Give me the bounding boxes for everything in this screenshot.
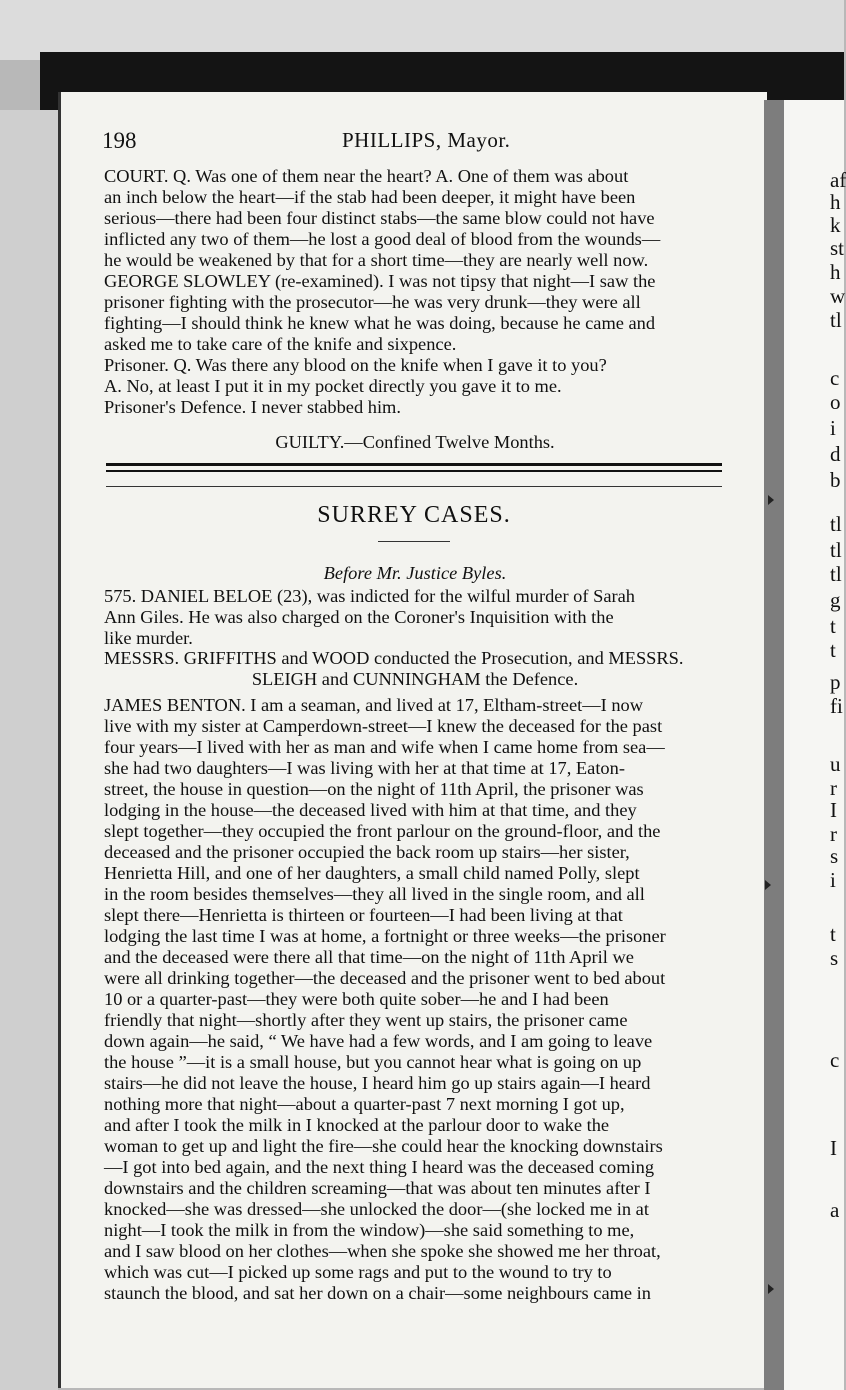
text-line: which was cut—I picked up some rags and put to the wound to try to xyxy=(104,1262,612,1282)
adjacent-page-fragment: I xyxy=(830,1136,837,1160)
adjacent-page-fragment: i xyxy=(830,868,836,892)
adjacent-page-fragment: i xyxy=(830,416,836,440)
text-line: Henrietta Hill, and one of her daughters, a small child named Polly, slept xyxy=(104,863,640,883)
text-line: slept together—they occupied the front parlour on the ground-floor, and the xyxy=(104,821,661,841)
text-line: woman to get up and light the fire—she could hear the knocking downstairs xyxy=(104,1136,663,1156)
text-line: like murder. xyxy=(104,628,193,648)
text-line: inflicted any two of them—he lost a good deal of blood from the wounds— xyxy=(104,229,661,249)
adjacent-page-fragment: h xyxy=(830,260,841,284)
text-line: he would be weakened by that for a short time—they are nearly well now. xyxy=(104,250,649,270)
testimony xyxy=(104,695,726,1304)
text-line: friendly that night—shortly after they went up stairs, the prisoner came xyxy=(104,1010,628,1030)
adjacent-page-fragment: b xyxy=(830,468,841,492)
adjacent-page-fragment: d xyxy=(830,442,841,466)
adjacent-page-fragment: af xyxy=(830,168,846,192)
text-line: deceased and the prisoner occupied the back room up stairs—her sister, xyxy=(104,842,630,862)
running-head: PHILLIPS, Mayor. xyxy=(342,128,511,152)
adjacent-page-fragment: t xyxy=(830,638,836,662)
text-line: staunch the blood, and sat her down on a chair—some neighbours came in xyxy=(104,1283,651,1303)
text-line: Prisoner's Defence. I never stabbed him. xyxy=(104,397,401,417)
adjacent-page-fragment: tl xyxy=(830,562,842,586)
page-header xyxy=(102,128,722,158)
section-title: SURREY CASES. xyxy=(317,502,511,528)
section-rule-thin xyxy=(106,470,722,472)
text-line: street, the house in question—on the night of 11th April, the prisoner was xyxy=(104,779,644,799)
margin-arrow-icon xyxy=(768,495,774,505)
text-line: asked me to take care of the knife and sixpence. xyxy=(104,334,457,354)
adjacent-page-fragment: k xyxy=(830,213,841,237)
scan-top-margin xyxy=(0,0,844,60)
text-line: live with my sister at Camperdown-street—I knew the deceased for the past xyxy=(104,716,663,736)
text-line: an inch below the heart—if the stab had been deeper, it might have been xyxy=(104,187,636,207)
text-line: GEORGE SLOWLEY (re-examined). I was not tipsy that night—I saw the xyxy=(104,271,656,291)
text-line: stairs—he did not leave the house, I heard him go up stairs again—I heard xyxy=(104,1073,651,1093)
section-rule-hair xyxy=(106,486,722,487)
scan-left-margin xyxy=(0,110,58,1390)
section-rule-thick xyxy=(106,463,722,466)
adjacent-page-fragment: t xyxy=(830,922,836,946)
counsel-lines xyxy=(104,648,726,690)
text-line: and after I took the milk in I knocked at the parlour door to wake the xyxy=(104,1115,610,1135)
text-line: JAMES BENTON. I am a seaman, and lived at 17, Eltham-street—I now xyxy=(104,695,644,715)
text-line: MESSRS. GRIFFITHS and WOOD conducted the Prosecution, and MESSRS. xyxy=(104,648,684,668)
text-line: Prisoner. Q. Was there any blood on the knife when I gave it to you? xyxy=(104,355,607,375)
case-heading xyxy=(104,586,726,649)
text-line: A. No, at least I put it in my pocket directly you gave it to me. xyxy=(104,376,562,396)
book-spine xyxy=(764,100,784,1390)
adjacent-page-fragment: s xyxy=(830,946,839,970)
adjacent-page-fragment: st xyxy=(830,236,845,260)
adjacent-page-fragment: tl xyxy=(830,538,842,562)
adjacent-page-fragment: u xyxy=(830,752,841,776)
judge-line: Before Mr. Justice Byles. xyxy=(323,563,507,583)
text-line: SLEIGH and CUNNINGHAM the Defence. xyxy=(251,669,579,689)
text-line: slept there—Henrietta is thirteen or fourteen—I had been living at that xyxy=(104,905,623,925)
adjacent-page-fragment: h xyxy=(830,190,841,214)
margin-arrow-icon xyxy=(765,880,771,890)
text-line: downstairs and the children screaming—that was about ten minutes after I xyxy=(104,1178,651,1198)
adjacent-page-fragment: o xyxy=(830,390,841,414)
text-line: lodging in the house—the deceased lived with him at that time, and they xyxy=(104,800,637,820)
top-section xyxy=(104,166,726,418)
adjacent-page-fragment: t xyxy=(830,614,836,638)
page-number: 198 xyxy=(102,128,137,153)
text-line: COURT. Q. Was one of them near the heart? A. One of them was about xyxy=(104,166,629,186)
adjacent-page-fragment: I xyxy=(830,798,837,822)
adjacent-page-fragment: c xyxy=(830,366,840,390)
text-line: down again—he said, “ We have had a few words, and I am going to leave xyxy=(104,1031,653,1051)
adjacent-page-fragment: a xyxy=(830,1198,840,1222)
text-line: fighting—I should think he knew what he was doing, because he came and xyxy=(104,313,656,333)
adjacent-page-fragment: g xyxy=(830,588,841,612)
text-line: the house ”—it is a small house, but you cannot hear what is going on up xyxy=(104,1052,642,1072)
text-line: 575. DANIEL BELOE (23), was indicted for the wilful murder of Sarah xyxy=(104,586,635,606)
text-line: 10 or a quarter-past—they were both quite sober—he and I had been xyxy=(104,989,609,1009)
text-line: serious—there had been four distinct stabs—the same blow could not have xyxy=(104,208,655,228)
text-line: night—I took the milk in from the window)—she said something to me, xyxy=(104,1220,635,1240)
adjacent-page-fragment: tl xyxy=(830,308,842,332)
adjacent-page-fragment: p xyxy=(830,670,841,694)
text-line: in the room besides themselves—they all lived in the single room, and all xyxy=(104,884,645,904)
text-line: were all drinking together—the deceased and the prisoner went to bed about xyxy=(104,968,666,988)
text-line: she had two daughters—I was living with her at that time at 17, Eaton- xyxy=(104,758,625,778)
adjacent-page-fragment: r xyxy=(830,822,837,846)
text-line: four years—I lived with her as man and wife when I came home from sea— xyxy=(104,737,665,757)
text-line: knocked—she was dressed—she unlocked the door—(she locked me in at xyxy=(104,1199,649,1219)
adjacent-page-fragment: c xyxy=(830,1048,840,1072)
adjacent-page-fragment: tl xyxy=(830,512,842,536)
text-line: —I got into bed again, and the next thing I heard was the deceased coming xyxy=(104,1157,655,1177)
adjacent-page-fragment: r xyxy=(830,776,837,800)
text-line: and the deceased were there all that time—on the night of 11th April we xyxy=(104,947,634,967)
text-line: Ann Giles. He was also charged on the Coroner's Inquisition with the xyxy=(104,607,614,627)
text-line: and I saw blood on her clothes—when she spoke she showed me her throat, xyxy=(104,1241,661,1261)
verdict: GUILTY.—Confined Twelve Months. xyxy=(275,432,555,452)
adjacent-page-fragment: w xyxy=(830,284,846,308)
adjacent-page-fragment: fi xyxy=(830,694,843,718)
short-rule xyxy=(378,541,450,542)
adjacent-page-fragment: s xyxy=(830,844,839,868)
text-line: prisoner fighting with the prosecutor—he was very drunk—they were all xyxy=(104,292,641,312)
margin-arrow-icon xyxy=(768,1284,774,1294)
text-line: lodging the last time I was at home, a fortnight or three weeks—the prisoner xyxy=(104,926,666,946)
text-line: nothing more that night—about a quarter-past 7 next morning I got up, xyxy=(104,1094,625,1114)
